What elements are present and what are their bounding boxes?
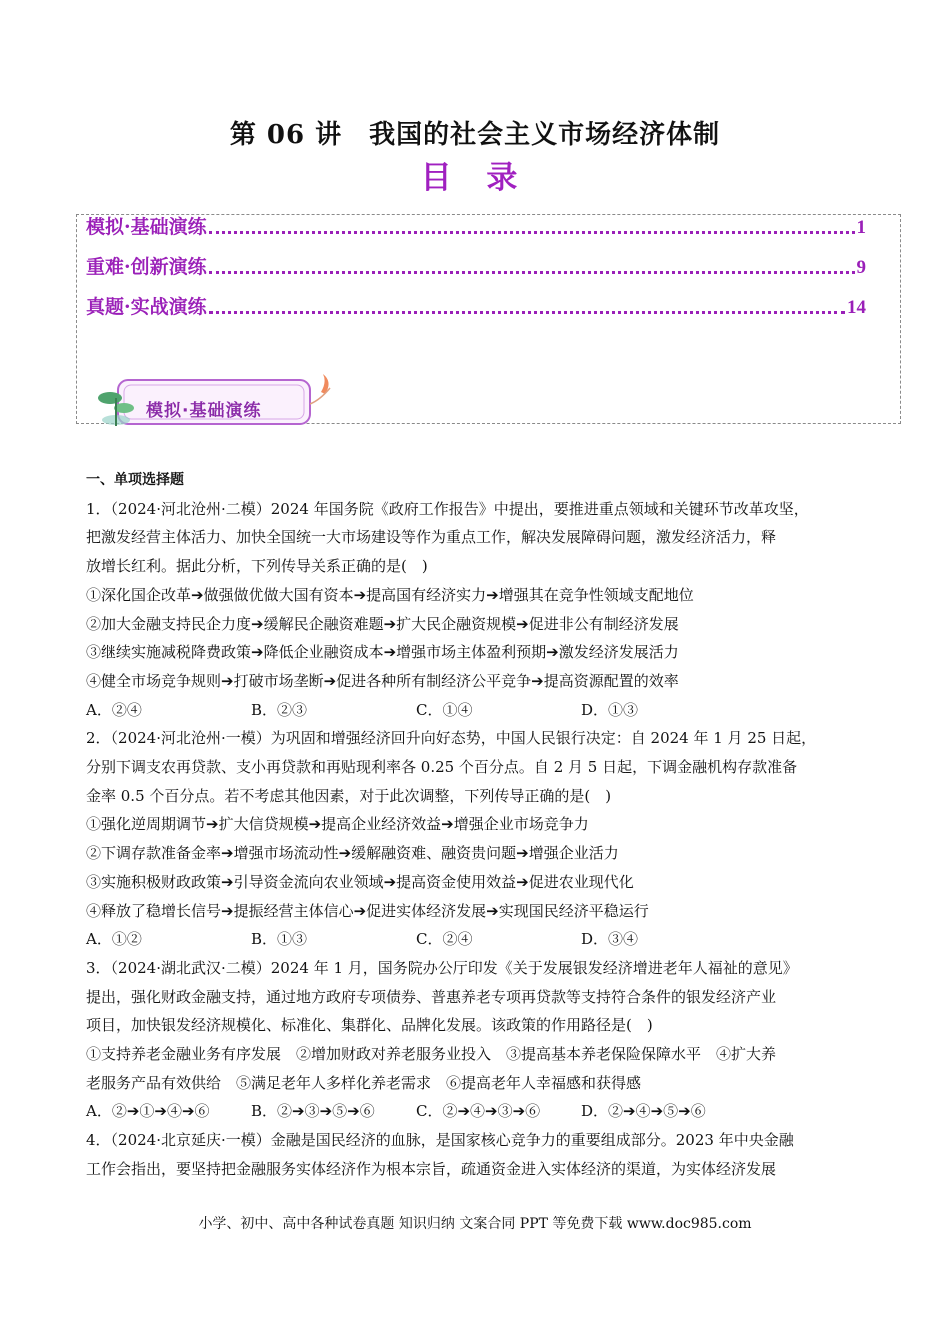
option-d[interactable]: D．①③ xyxy=(581,700,639,719)
question-3 xyxy=(86,954,876,1126)
toc-entry[interactable] xyxy=(86,293,866,319)
toc-heading: 目 录 xyxy=(420,160,530,196)
question-stem-line: 金率 0.5 个百分点。若不考虑其他因素，对于此次调整，下列传导正确的是( ) xyxy=(86,786,612,805)
toc-leader-dots xyxy=(209,271,855,274)
option-b[interactable]: B．②③ xyxy=(251,700,308,719)
option-b[interactable]: B．①③ xyxy=(251,930,308,949)
question-item: ①深化国企改革➔做强做优做大国有资本➔提高国有经济实力➔增强其在竞争性领域支配地位 xyxy=(86,585,694,604)
question-item: ②下调存款准备金率➔增强市场流动性➔缓解融资难、融资贵问题➔增强企业活力 xyxy=(86,844,619,863)
question-4 xyxy=(86,1126,876,1183)
question-item: ①强化逆周期调节➔扩大信贷规模➔提高企业经济效益➔增强企业市场竞争力 xyxy=(86,815,589,834)
question-item: ③实施积极财政政策➔引导资金流向农业领域➔提高资金使用效益➔促进农业现代化 xyxy=(86,872,634,891)
toc-entry[interactable] xyxy=(86,213,866,239)
toc-entry-page: 14 xyxy=(847,297,866,318)
option-a[interactable]: A．②➔①➔④➔⑥ xyxy=(86,1102,210,1121)
question-item: 老服务产品有效供给 ⑤满足老年人多样化养老需求 ⑥提高老年人幸福感和获得感 xyxy=(86,1073,642,1092)
toc-leader-dots xyxy=(209,311,845,314)
question-stem-line: 2．（2024·河北沧州·一模）为巩固和增强经济回升向好态势，中国人民银行决定：自 2024 年 1 月 25 日起， xyxy=(86,729,817,748)
question-item: ③继续实施减税降费政策➔降低企业融资成本➔增强市场主体盈利预期➔激发经济发展活力 xyxy=(86,643,679,662)
answer-options xyxy=(86,696,876,725)
toc-entry[interactable] xyxy=(86,253,866,279)
option-a[interactable]: A．①② xyxy=(86,930,142,949)
question-stem-line: 项目，加快银发经济规模化、标准化、集群化、品牌化发展。该政策的作用路径是( ) xyxy=(86,1016,653,1035)
option-a[interactable]: A．②④ xyxy=(86,700,142,719)
question-stem-line: 放增长红利。据此分析，下列传导关系正确的是( ) xyxy=(86,557,428,576)
option-d[interactable]: D．③④ xyxy=(581,930,639,949)
question-stem-line: 3．（2024·湖北武汉·二模）2024 年 1 月，国务院办公厅印发《关于发展银发经济增进老年人福祉的意见》 xyxy=(86,958,798,977)
question-stem-line: 分别下调支农再贷款、支小再贷款和再贴现利率各 0.25 个百分点。自 2 月 5 日起，下调金融机构存款准备 xyxy=(86,758,798,777)
question-stem-line: 1．（2024·河北沧州·二模）2024 年国务院《政府工作报告》中提出，要推进重点领域和关键环节改革攻坚， xyxy=(86,499,809,518)
page-footer: 小学、初中、高中各种试卷真题 知识归纳 文案合同 PPT 等免费下载 www.doc985.com xyxy=(198,1216,752,1232)
question-2 xyxy=(86,724,876,954)
question-stem-line: 提出，强化财政金融支持，通过地方政府专项债券、普惠养老专项再贷款等支持符合条件的银发经济产业 xyxy=(86,987,777,1006)
question-item: ①支持养老金融业务有序发展 ②增加财政对养老服务业投入 ③提高基本养老保险保障水平 ④扩大养 xyxy=(86,1045,777,1064)
toc-entry-page: 9 xyxy=(856,257,866,278)
question-stem-line: 把激发经营主体活力、加快全国统一大市场建设等作为重点工作，解决发展障碍问题，激发经济活力，释 xyxy=(86,528,777,547)
answer-options xyxy=(86,925,876,954)
option-c[interactable]: C．②➔④➔③➔⑥ xyxy=(416,1102,541,1121)
toc-leader-dots xyxy=(209,231,855,234)
option-b[interactable]: B．②➔③➔⑤➔⑥ xyxy=(251,1102,375,1121)
question-item: ④健全市场竞争规则➔打破市场垄断➔促进各种所有制经济公平竞争➔提高资源配置的效率 xyxy=(86,671,679,690)
question-item: ②加大金融支持民企力度➔缓解民企融资难题➔扩大民企融资规模➔促进非公有制经济发展 xyxy=(86,614,679,633)
answer-options xyxy=(86,1097,876,1126)
option-c[interactable]: C．②④ xyxy=(416,930,473,949)
question-1 xyxy=(86,495,876,725)
document-title: 第 06 讲 我国的社会主义市场经济体制 xyxy=(229,120,721,150)
option-d[interactable]: D．②➔④➔⑤➔⑥ xyxy=(581,1102,706,1121)
section-badge-label: 模拟·基础演练 xyxy=(146,401,262,421)
section-heading: 一、单项选择题 xyxy=(86,472,184,488)
question-item: ④释放了稳增长信号➔提振经营主体信心➔促进实体经济发展➔实现国民经济平稳运行 xyxy=(86,901,649,920)
question-stem-line: 工作会指出，要坚持把金融服务实体经济作为根本宗旨，疏通资金进入实体经济的渠道，为实体经济发展 xyxy=(86,1159,777,1178)
question-content xyxy=(86,466,876,1184)
option-c[interactable]: C．①④ xyxy=(416,700,473,719)
question-stem-line: 4．（2024·北京延庆·一模）金融是国民经济的血脉，是国家核心竞争力的重要组成部分。2023 年中央金融 xyxy=(86,1131,794,1150)
toc-entry-label: 模拟·基础演练 xyxy=(86,216,207,238)
toc-entry-page: 1 xyxy=(856,217,866,238)
toc-entry-label: 真题·实战演练 xyxy=(86,296,207,318)
toc-entry-label: 重难·创新演练 xyxy=(86,256,207,278)
